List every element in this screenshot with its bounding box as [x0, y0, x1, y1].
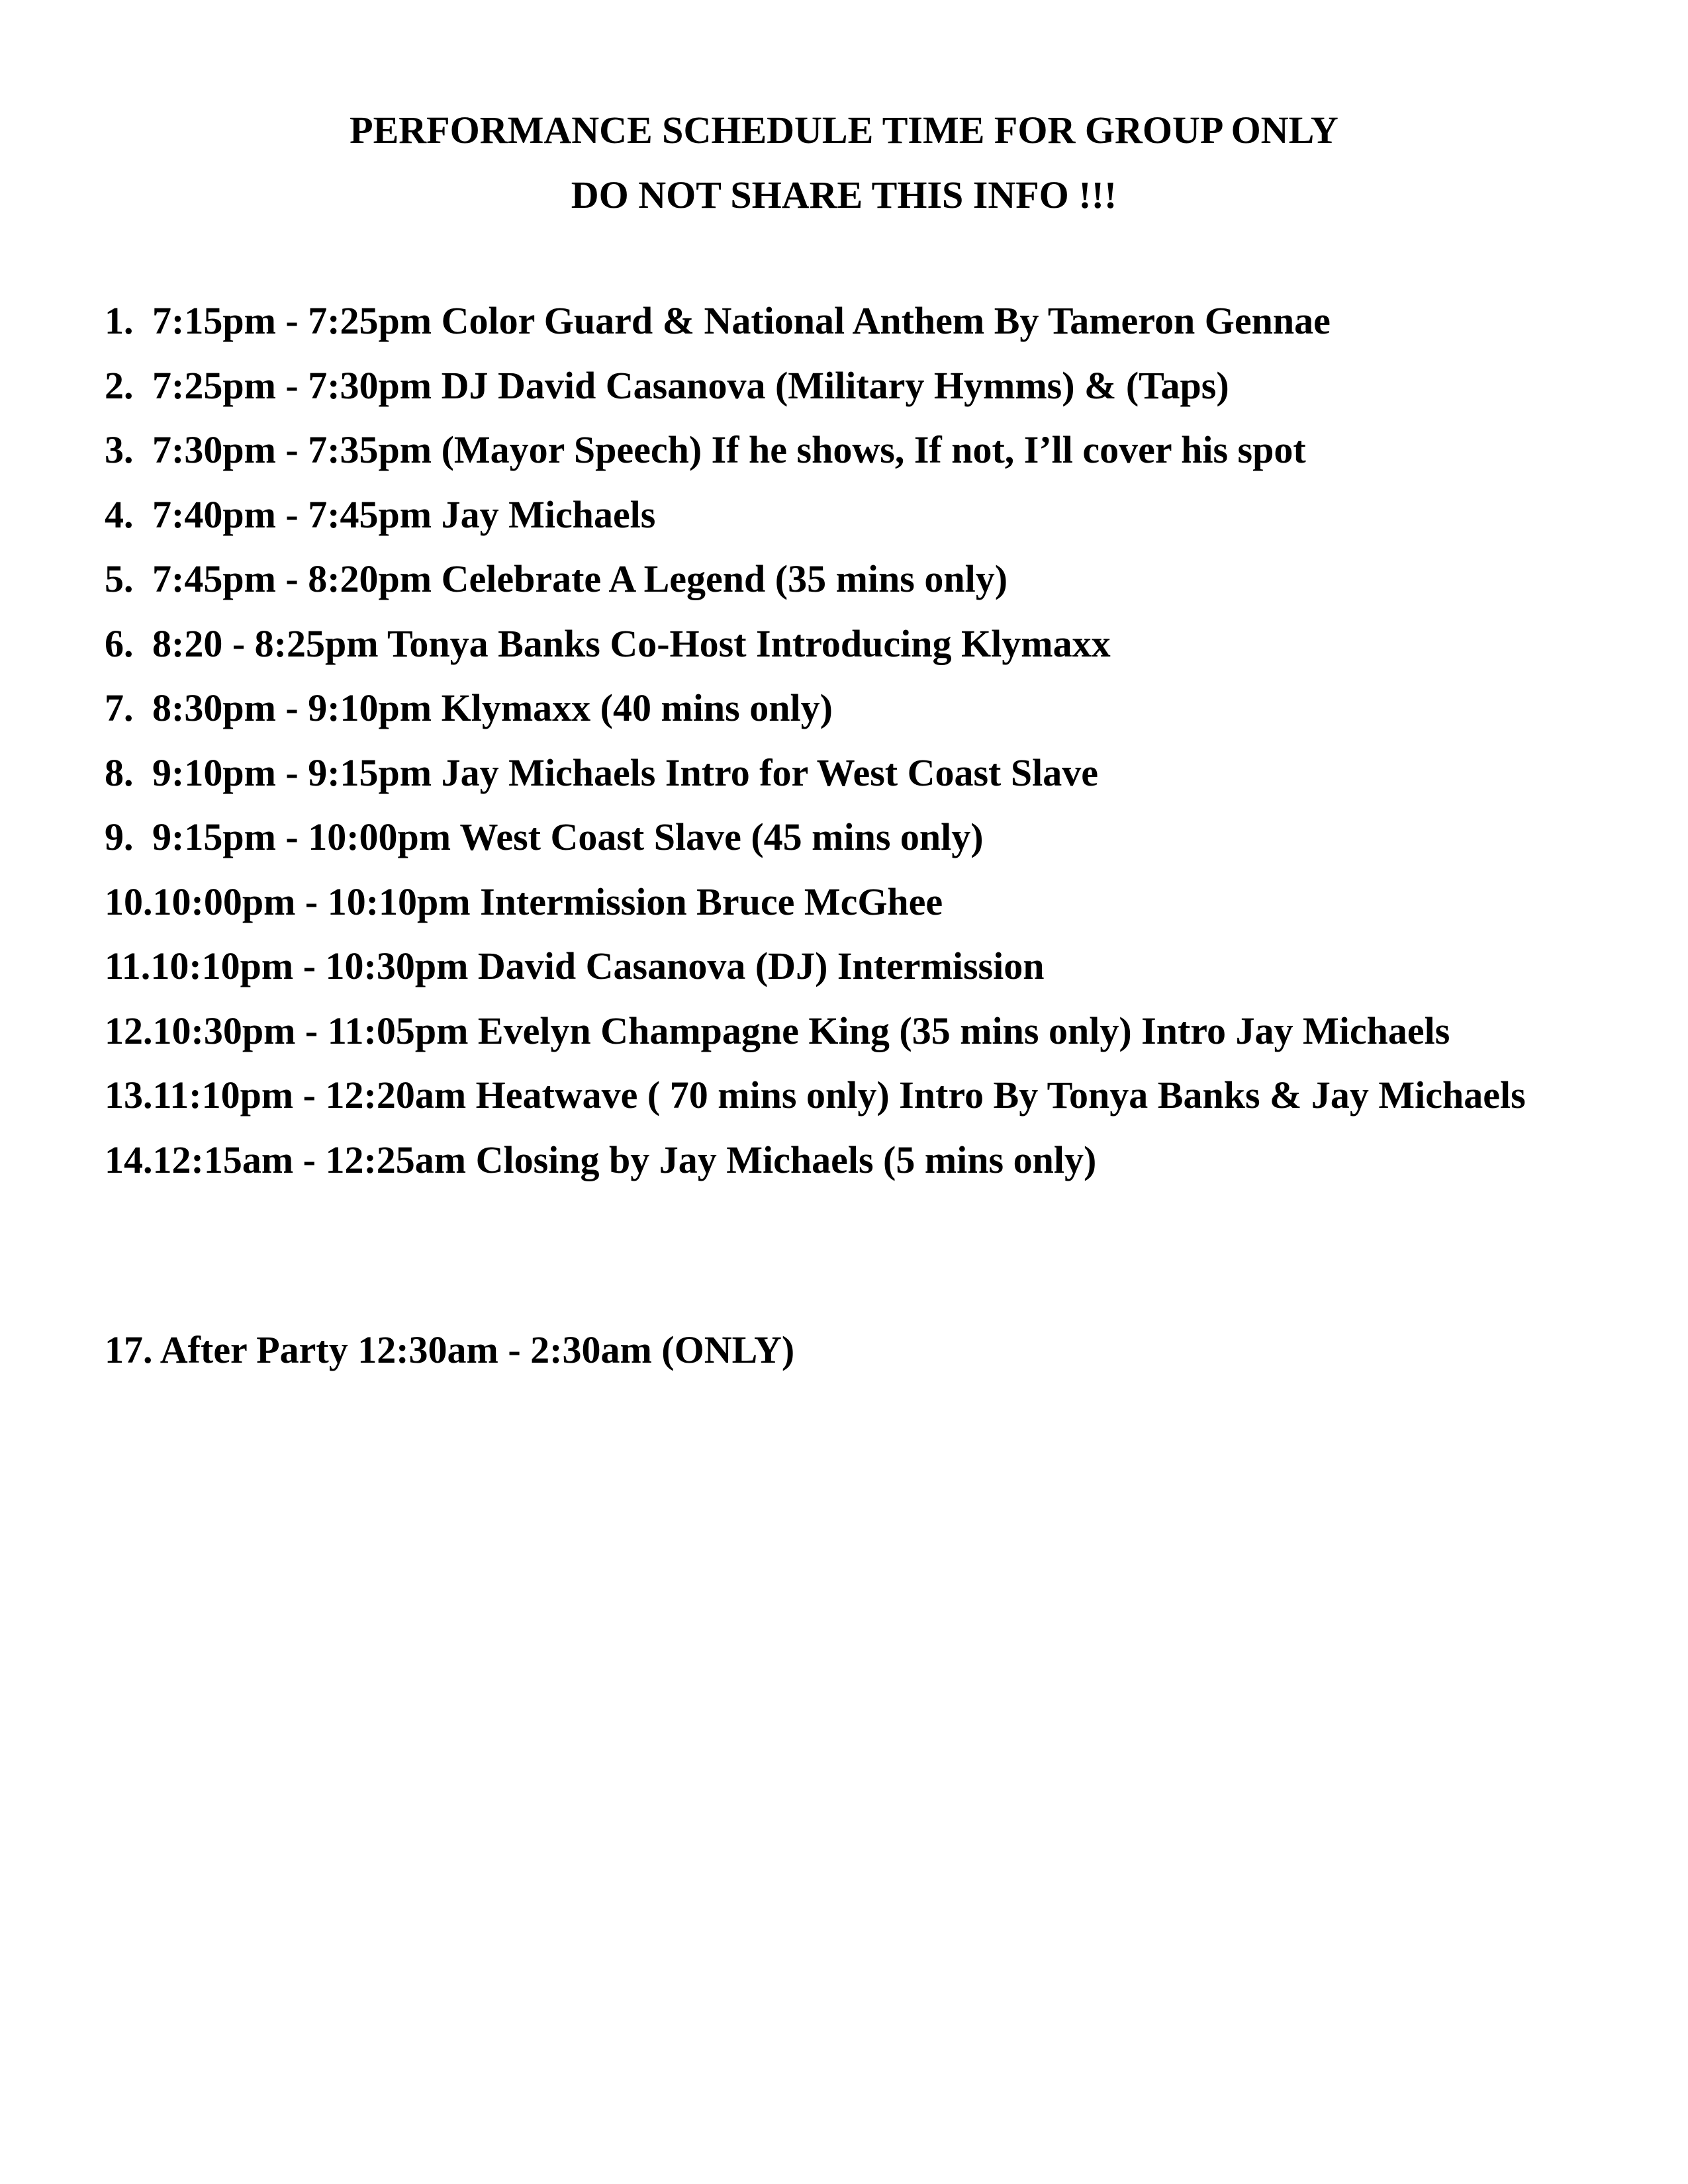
schedule-item-number: 13.	[105, 1073, 153, 1117]
schedule-item-text: 11:10pm - 12:20am Heatwave ( 70 mins only) Intro By Tonya Banks & Jay Michaels	[152, 1073, 1526, 1117]
schedule-item	[105, 612, 1627, 676]
schedule-item-text: 10:10pm - 10:30pm David Casanova (DJ) Intermission	[150, 944, 1045, 988]
schedule-item-number: 12.	[105, 1009, 153, 1052]
schedule-item	[105, 741, 1627, 805]
schedule-item-number: 3.	[105, 428, 134, 472]
schedule-item-text: 9:15pm - 10:00pm West Coast Slave (45 mins only)	[152, 815, 984, 859]
schedule-item-text: 7:40pm - 7:45pm Jay Michaels	[152, 492, 656, 536]
schedule-item-number: 1.	[105, 299, 134, 343]
schedule-item-number: 6.	[105, 621, 134, 665]
schedule-item	[105, 870, 1627, 934]
schedule-item-text: 9:10pm - 9:15pm Jay Michaels Intro for West Coast Slave	[152, 751, 1098, 794]
document-title: PERFORMANCE SCHEDULE TIME FOR GROUP ONLY	[350, 109, 1338, 152]
schedule-item-number: 4.	[105, 492, 134, 536]
schedule-item-number: 9.	[105, 815, 134, 859]
schedule-item	[105, 676, 1627, 741]
schedule-item-text: 10:30pm - 11:05pm Evelyn Champagne King (35 mins only) Intro Jay Michaels	[152, 1009, 1450, 1052]
schedule-item	[105, 934, 1627, 999]
after-party-line: 17. After Party 12:30am - 2:30am (ONLY)	[105, 1328, 795, 1371]
schedule-item-number: 11.	[105, 944, 151, 988]
schedule-item-number: 10.	[105, 880, 153, 923]
schedule-list	[105, 289, 1627, 1192]
schedule-item	[105, 353, 1627, 418]
schedule-item-text: 8:20 - 8:25pm Tonya Banks Co-Host Introducing Klymaxx	[152, 621, 1111, 665]
schedule-item-number: 7.	[105, 686, 134, 730]
schedule-item-text: 10:00pm - 10:10pm Intermission Bruce McGhee	[152, 880, 943, 923]
schedule-item-number: 5.	[105, 557, 134, 601]
schedule-item	[105, 418, 1627, 482]
schedule-item	[105, 482, 1627, 547]
schedule-item	[105, 805, 1627, 870]
schedule-item	[105, 999, 1627, 1064]
schedule-item	[105, 1128, 1627, 1193]
schedule-item	[105, 289, 1627, 353]
schedule-item-text: 12:15am - 12:25am Closing by Jay Michaels (5 mins only)	[152, 1138, 1097, 1181]
schedule-item-number: 8.	[105, 751, 134, 794]
schedule-item	[105, 547, 1627, 612]
schedule-item	[105, 1063, 1627, 1128]
schedule-item-text: 8:30pm - 9:10pm Klymaxx (40 mins only)	[152, 686, 833, 730]
schedule-item-text: 7:30pm - 7:35pm (Mayor Speech) If he shows, If not, I’ll cover his spot	[152, 428, 1306, 472]
schedule-item-text: 7:25pm - 7:30pm DJ David Casanova (Military Hymms) & (Taps)	[152, 363, 1229, 407]
schedule-item-number: 2.	[105, 363, 134, 407]
document-header	[0, 98, 1688, 228]
schedule-item-number: 14.	[105, 1138, 153, 1181]
schedule-item-text: 7:45pm - 8:20pm Celebrate A Legend (35 mins only)	[152, 557, 1008, 601]
document-warning: DO NOT SHARE THIS INFO !!!	[571, 173, 1117, 216]
schedule-item-text: 7:15pm - 7:25pm Color Guard & National Anthem By Tameron Gennae	[152, 299, 1331, 343]
